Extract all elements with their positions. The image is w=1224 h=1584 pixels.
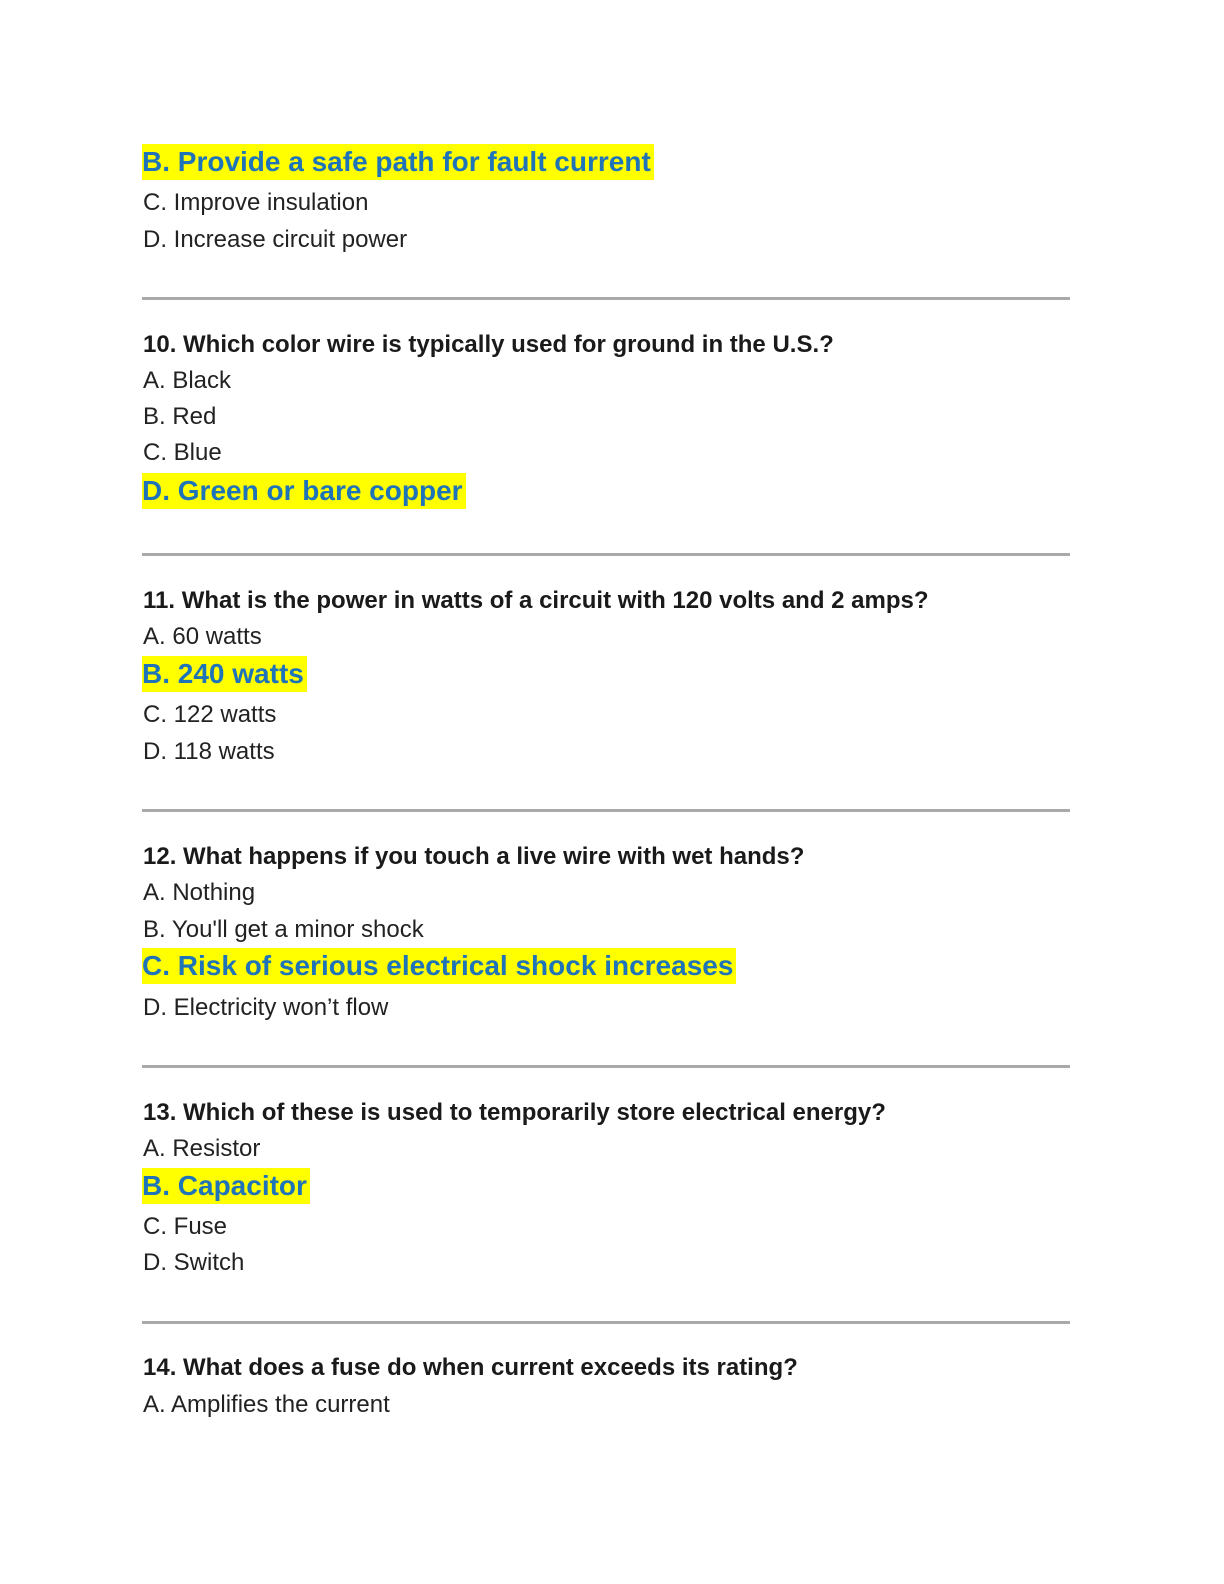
option-d: D. Increase circuit power	[143, 226, 408, 253]
option-d: D. Switch	[143, 1249, 245, 1276]
question-10: 10. Which color wire is typically used for ground in the U.S.?	[143, 331, 834, 358]
option-a: A. Nothing	[143, 879, 256, 906]
divider	[142, 1321, 1070, 1324]
question-13: 13. Which of these is used to temporarily store electrical energy?	[143, 1099, 886, 1126]
question-14: 14. What does a fuse do when current exceeds its rating?	[143, 1354, 798, 1381]
option-c: C. Blue	[143, 439, 222, 466]
option-b: B. You'll get a minor shock	[143, 916, 424, 943]
option-c: C. Fuse	[143, 1213, 228, 1240]
divider	[142, 809, 1070, 812]
answer-d-highlighted: D. Green or bare copper	[142, 473, 466, 509]
divider	[142, 297, 1070, 300]
option-d: D. Electricity won’t flow	[143, 994, 389, 1021]
option-a: A. Amplifies the current	[143, 1391, 390, 1418]
option-a: A. Black	[143, 367, 232, 394]
answer-b-highlighted: B. 240 watts	[142, 656, 307, 692]
answer-b-highlighted: B. Provide a safe path for fault current	[142, 144, 654, 180]
option-c: C. 122 watts	[143, 701, 277, 728]
option-d: D. 118 watts	[143, 738, 275, 765]
divider	[142, 1065, 1070, 1068]
option-b: B. Red	[143, 403, 217, 430]
divider	[142, 553, 1070, 556]
option-c: C. Improve insulation	[143, 189, 369, 216]
question-11: 11. What is the power in watts of a circuit with 120 volts and 2 amps?	[143, 587, 929, 614]
answer-b-highlighted: B. Capacitor	[142, 1168, 310, 1204]
option-a: A. 60 watts	[143, 623, 262, 650]
question-12: 12. What happens if you touch a live wire with wet hands?	[143, 843, 805, 870]
answer-c-highlighted: C. Risk of serious electrical shock increases	[142, 948, 736, 984]
option-a: A. Resistor	[143, 1135, 261, 1162]
